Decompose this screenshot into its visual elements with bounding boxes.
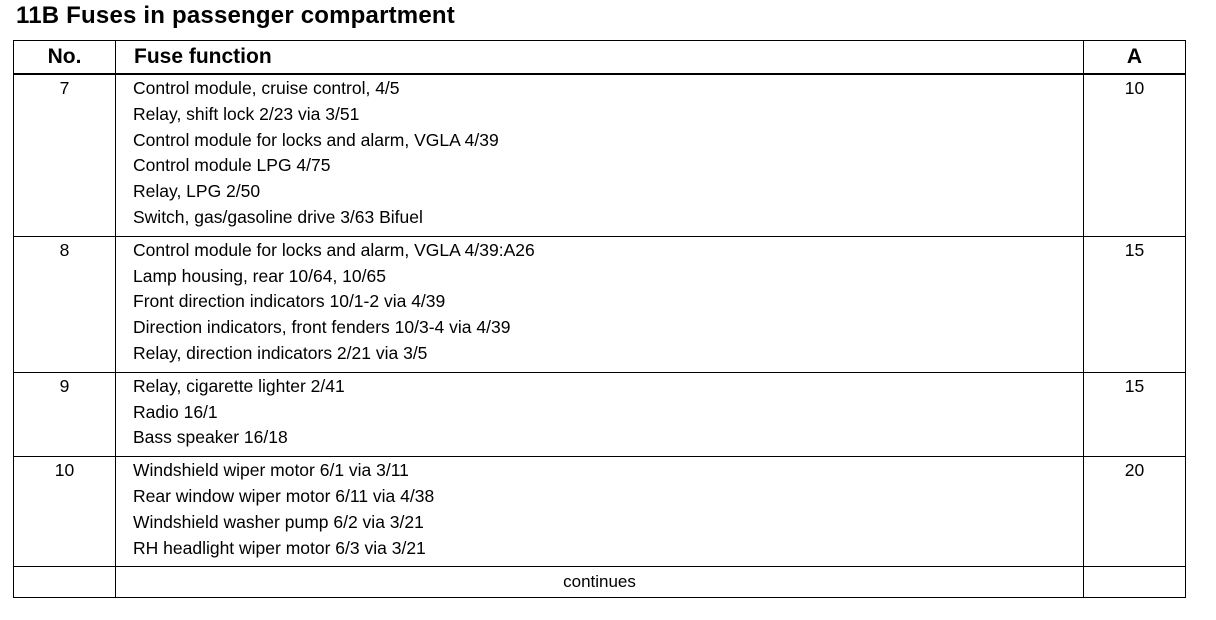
table-row [14, 236, 1186, 372]
fuse-function-item: Relay, cigarette lighter 2/41 [133, 375, 345, 396]
fuse-function-cell [116, 457, 1084, 567]
column-header-no: No. [14, 41, 116, 75]
fuse-function-item: Windshield washer pump 6/2 via 3/21 [133, 511, 424, 532]
footer-empty-cell-amperage [1084, 567, 1186, 598]
fuse-function-item: RH headlight wiper motor 6/3 via 3/21 [133, 537, 426, 558]
fuse-function-cell [116, 236, 1084, 372]
table-header-row [14, 41, 1186, 75]
fuse-function-item: Windshield wiper motor 6/1 via 3/11 [133, 460, 409, 481]
column-header-fuse-function: Fuse function [116, 41, 1084, 75]
fuse-amperage: 15 [1084, 236, 1186, 372]
table-row [14, 372, 1186, 456]
fuse-function-item: Relay, shift lock 2/23 via 3/51 [133, 103, 360, 124]
footer-empty-cell-no [14, 567, 116, 598]
fuse-function-item: Switch, gas/gasoline drive 3/63 Bifuel [133, 206, 423, 227]
fuse-function-cell [116, 74, 1084, 236]
fuse-function-item: Direction indicators, front fenders 10/3-4 via 4/39 [133, 317, 511, 338]
fuse-function-item: Control module, cruise control, 4/5 [133, 78, 400, 98]
fuse-function-cell [116, 372, 1084, 456]
fuse-function-item: Relay, direction indicators 2/21 via 3/5 [133, 342, 428, 363]
column-header-amperage: A [1084, 41, 1186, 75]
fuse-number: 7 [14, 74, 116, 236]
table-footer-row [14, 567, 1186, 598]
fuse-amperage: 20 [1084, 457, 1186, 567]
fuse-function-item: Radio 16/1 [133, 401, 218, 422]
fuse-number: 9 [14, 372, 116, 456]
fuse-function-item: Control module LPG 4/75 [133, 155, 331, 176]
fuse-number: 10 [14, 457, 116, 567]
fuse-amperage: 10 [1084, 74, 1186, 236]
continues-label: continues [116, 567, 1084, 598]
fuse-function-item: Relay, LPG 2/50 [133, 181, 261, 202]
fuse-table [13, 40, 1186, 598]
table-body [14, 74, 1186, 598]
fuse-function-item: Control module for locks and alarm, VGLA 4/39:A26 [133, 239, 535, 260]
fuse-function-item: Rear window wiper motor 6/11 via 4/38 [133, 485, 435, 506]
fuse-function-item: Bass speaker 16/18 [133, 427, 288, 448]
fuse-function-item: Front direction indicators 10/1-2 via 4/39 [133, 291, 446, 312]
table-row [14, 457, 1186, 567]
table-row [14, 74, 1186, 236]
fuse-number: 8 [14, 236, 116, 372]
fuse-function-item: Lamp housing, rear 10/64, 10/65 [133, 265, 386, 286]
fuse-amperage: 15 [1084, 372, 1186, 456]
page-title: 11B Fuses in passenger compartment [16, 2, 455, 29]
fuse-function-item: Control module for locks and alarm, VGLA 4/39 [133, 129, 499, 150]
